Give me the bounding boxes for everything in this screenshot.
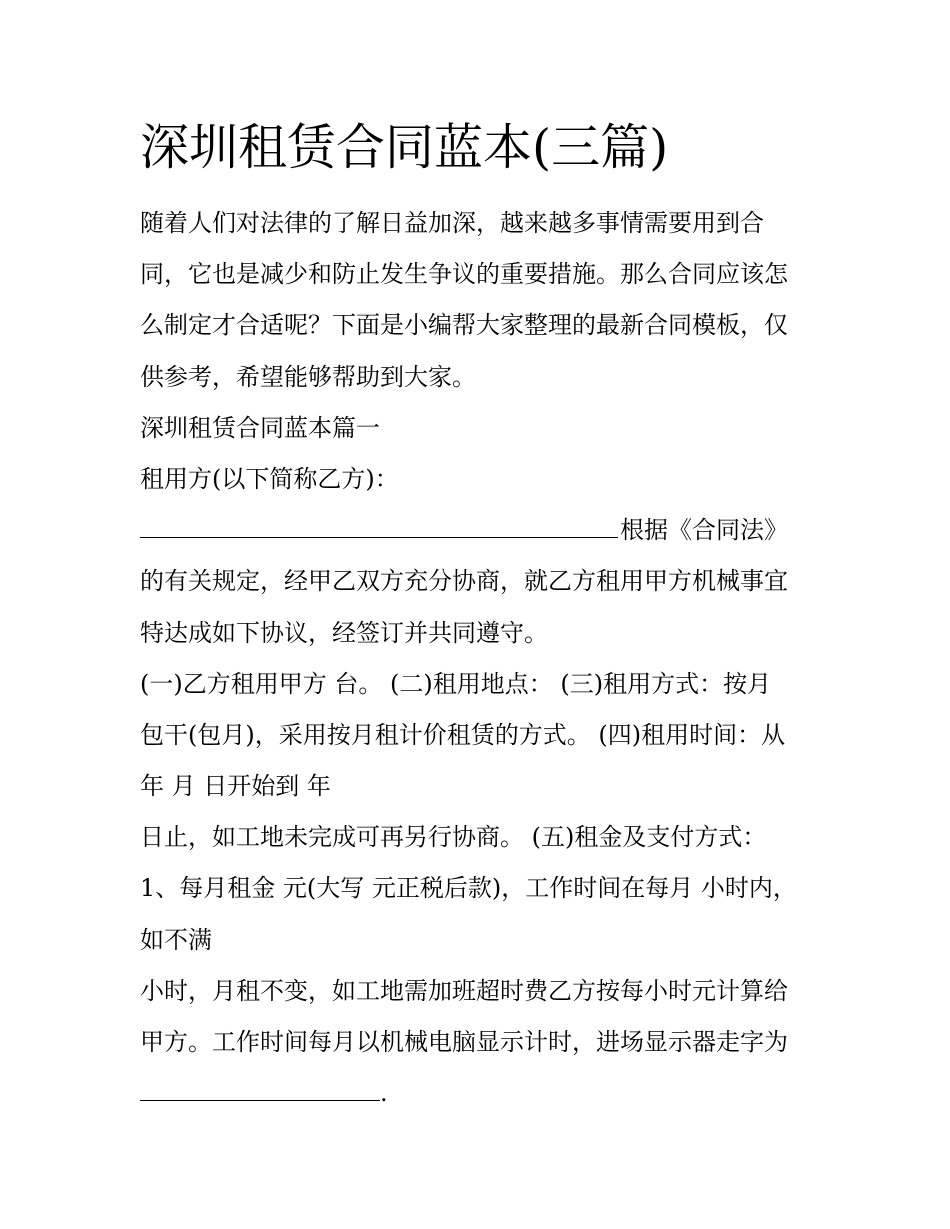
blank-underline — [140, 1074, 380, 1101]
blank-underline — [140, 511, 618, 538]
lessee-label: 租用方(以下简称乙方)： — [140, 464, 399, 493]
contract-law-reference: 根据《合同法》 — [620, 516, 788, 545]
agreement-line-5: 年 月 日开始到 年 — [140, 772, 331, 801]
blank-fill-line — [140, 505, 816, 556]
final-period: . — [380, 1079, 388, 1108]
agreement-line-3: (一)乙方租用甲方 台。 (二)租用地点： (三)租用方式：按月 — [140, 669, 772, 698]
agreement-line-8: 如不满 — [140, 925, 212, 954]
agreement-line-2: 特达成如下协议，经签订并共同遵守。 — [140, 618, 548, 647]
section-heading: 深圳租赁合同蓝本篇一 — [140, 413, 380, 442]
intro-line-4: 供参考，希望能够帮助到大家。 — [140, 362, 476, 391]
final-blank-line — [140, 1068, 816, 1119]
agreement-line-7: 1、每月租金 元(大写 元正税后款)，工作时间在每月 小时内， — [140, 874, 797, 903]
agreement-line-4: 包干(包月)，采用按月租计价租赁的方式。 (四)租用时间：从 — [140, 720, 786, 749]
document-title: 深圳租赁合同蓝本(三篇) — [140, 119, 669, 176]
agreement-line-1: 的有关规定，经甲乙双方充分协商，就乙方租用甲方机械事宜 — [140, 567, 788, 596]
intro-line-2: 同，它也是减少和防止发生争议的重要措施。那么合同应该怎 — [140, 260, 788, 289]
agreement-line-9: 小时，月租不变，如工地需加班超时费乙方按每小时元计算给 — [140, 976, 788, 1005]
document-body — [140, 118, 816, 1119]
intro-line-1: 随着人们对法律的了解日益加深，越来越多事情需要用到合 — [140, 209, 764, 237]
intro-line-3: 么制定才合适呢？下面是小编帮大家整理的最新合同模板，仅 — [140, 311, 788, 340]
agreement-line-10: 甲方。工作时间每月以机械电脑显示计时，进场显示器走字为 — [140, 1028, 788, 1056]
agreement-line-6: 日止，如工地未完成可再另行协商。 (五)租金及支付方式： — [140, 823, 767, 852]
